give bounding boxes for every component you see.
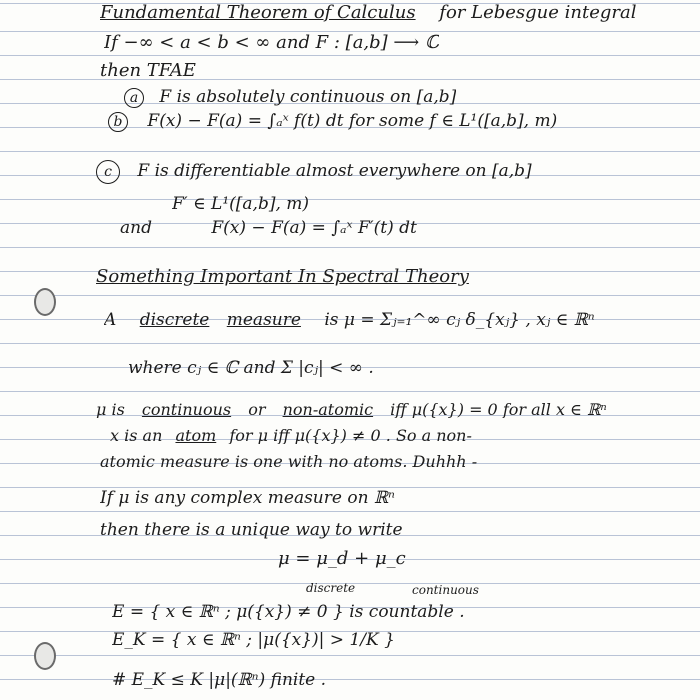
continuous-or: or <box>248 402 266 418</box>
measure-word: measure <box>226 312 301 329</box>
heading-spectral-title: Something Important In Spectral Theory <box>96 268 469 286</box>
binder-hole-upper <box>34 288 56 316</box>
atom-prefix: x is an <box>110 428 163 444</box>
summability-condition: where cⱼ ∈ ℂ and Σ |cⱼ| < ∞ . <box>128 360 374 377</box>
label-continuous: continuous <box>412 584 479 596</box>
label-discrete: discrete <box>306 582 356 594</box>
statement-c-and: and <box>120 220 152 237</box>
continuous-condition: iff μ({x}) = 0 for all x ∈ ℝⁿ <box>390 402 607 418</box>
continuous-mu-is: μ is <box>96 402 125 418</box>
non-atomic-word: non-atomic <box>282 402 374 418</box>
decomposition-statement: then there is a unique way to write <box>100 522 403 539</box>
discrete-measure-definition <box>104 312 595 329</box>
statement-a <box>124 88 456 108</box>
decomposition-hypothesis: If μ is any complex measure on ℝⁿ <box>100 490 395 507</box>
label-c: c <box>96 160 120 184</box>
atom-condition: for μ iff μ({x}) ≠ 0 . So a non- <box>229 428 472 444</box>
decomposition-formula: μ = μ_d + μ_c <box>278 550 406 568</box>
statement-c-formula-text: F(x) − F(a) = ∫ₐˣ F′(t) dt <box>211 220 417 237</box>
heading-ftc <box>100 4 636 22</box>
label-b: b <box>108 112 128 132</box>
statement-c-text: F is differentiable almost everywhere on [a,b] <box>137 161 532 181</box>
heading-spectral <box>96 268 469 286</box>
statement-c-integrable: F′ ∈ L¹([a,b], m) <box>172 196 310 213</box>
line-hypothesis: If −∞ < a < b < ∞ and F : [a,b] ⟶ ℂ <box>104 34 440 52</box>
continuous-definition <box>96 402 607 418</box>
large-atom-set-definition: E_K = { x ∈ ℝⁿ ; |μ({x})| > 1/K } <box>112 632 395 649</box>
heading-ftc-suffix: for Lebesgue integral <box>439 4 637 22</box>
finite-bound: # E_K ≤ K |μ|(ℝⁿ) finite . <box>112 672 327 689</box>
atom-definition <box>110 428 472 444</box>
line-then-tfae: then TFAE <box>100 62 196 80</box>
statement-b-text: F(x) − F(a) = ∫ₐˣ f(t) dt for some f ∈ L¹([a,b], m) <box>147 112 558 131</box>
statement-c <box>96 160 532 184</box>
statement-a-text: F is absolutely continuous on [a,b] <box>159 88 457 107</box>
atom-set-definition: E = { x ∈ ℝⁿ ; μ({x}) ≠ 0 } is countable . <box>112 604 465 621</box>
label-a: a <box>124 88 144 108</box>
atom-word: atom <box>175 428 217 444</box>
discrete-word: discrete <box>139 312 210 329</box>
statement-b <box>108 112 557 132</box>
continuous-word: continuous <box>141 402 232 418</box>
statement-c-formula <box>120 220 417 237</box>
discrete-a: A <box>104 312 117 329</box>
heading-ftc-title: Fundamental Theorem of Calculus <box>100 4 416 22</box>
discrete-formula: is μ = Σⱼ₌₁^∞ cⱼ δ_{xⱼ} , xⱼ ∈ ℝⁿ <box>324 312 595 329</box>
non-atomic-remark: atomic measure is one with no atoms. Duhhh - <box>100 454 478 470</box>
binder-hole-lower <box>34 642 56 670</box>
